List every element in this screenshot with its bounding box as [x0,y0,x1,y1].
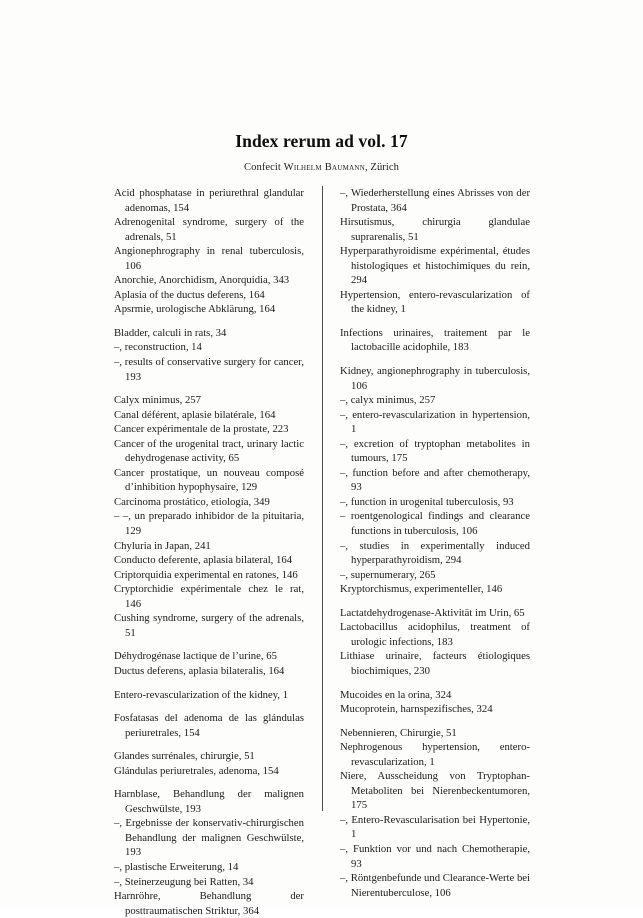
index-entry: Ductus deferens, aplasia bilateralis, 164 [114,664,285,677]
index-entry: –, function before and after chemotherapy, 93 [340,466,530,494]
index-entry: Acid phosphatase in periurethral glandular adenomas, 154 [114,187,304,214]
index-entry: Calyx minimus, 257 [114,394,201,407]
column-divider-rule [322,186,323,811]
index-entry: –, entero-revascularization in hypertension, 1 [340,408,530,436]
index-entry: Lithiase urinaire, facteurs étiologiques biochimiques, 230 [340,650,530,677]
index-group [114,749,304,778]
index-entry: –, function in urogenital tuberculosis, 93 [340,495,514,508]
index-entry: – roentgenological findings and clearance functions in tuberculosis, 106 [340,510,530,538]
index-entry: Hyperparathyroidisme expérimental, études histologiques et histochimiques du rein, 294 [340,245,530,287]
index-group [340,186,530,317]
index-entry: –, excretion of tryptophan metabolites in tumours, 175 [340,437,530,465]
index-entry: Harnblase, Behandlung der malignen Geschwülste, 193 [114,788,304,815]
byline-suffix: , Zürich [365,162,399,173]
index-entry: Nephrogenous hypertension, entero-revascularization, 1 [340,741,530,768]
byline-prefix: Confecit [244,162,281,173]
index-group [340,726,530,901]
index-group [340,364,530,597]
index-group [114,688,304,703]
index-entry: Lactatdehydrogenase-Aktivität im Urin, 65 [340,606,525,619]
index-entry: Mucoprotein, harnspezifisches, 324 [340,703,493,716]
byline-author: Wilhelm Baumann [283,162,366,173]
index-entry: Bladder, calculi in rats, 34 [114,326,227,339]
index-entry: Hirsutismus, chirurgia glandulae suprarenalis, 51 [340,216,530,243]
left-column [114,186,304,918]
index-entry: Anorchie, Anorchidism, Anorquidia, 343 [114,274,290,287]
index-entry: Conducto deferente, aplasia bilateral, 164 [114,554,293,567]
index-entry: Angionephrography in renal tuberculosis, 106 [114,245,304,272]
index-entry: Kryptorchismus, experimenteller, 146 [340,583,503,596]
index-entry: Harnröhre, Behandlung der posttraumatischen Striktur, 364 [114,890,304,917]
index-entry: Fosfatasas del adenoma de las glándulas periuretrales, 154 [114,712,304,739]
index-entry: –, supernumerary, 265 [340,568,436,581]
right-column [340,186,530,900]
index-entry: –, Entero-Revascularisation bei Hypertonie, 1 [340,813,530,841]
index-group [340,688,530,717]
index-entry: Canal déférent, aplasie bilatérale, 164 [114,408,276,421]
index-entry: Cryptorchidie expérimentale chez le rat, 146 [114,583,304,610]
index-entry: – –, un preparado inhibidor de la pituitaria, 129 [114,510,304,538]
index-entry: Mucoides en la orina, 324 [340,688,452,701]
index-entry: –, Ergebnisse der konservativ-chirurgischen Behandlung der malignen Geschwülste, 193 [114,817,304,859]
index-entry: Glandes surrénales, chirurgie, 51 [114,750,255,763]
column-gutter [304,186,340,811]
index-group [114,393,304,640]
index-entry: Cancer expérimentale de la prostate, 223 [114,423,289,436]
index-entry: –, Röntgenbefunde und Clearance-Werte bei Nierentuberculose, 106 [340,872,530,899]
index-group [114,711,304,740]
index-entry: Nebennieren, Chirurgie, 51 [340,726,457,739]
index-entry: Entero-revascularization of the kidney, 1 [114,688,289,701]
page-header [0,131,643,173]
index-group [114,649,304,678]
index-entry: –, studies in experimentally induced hyperparathyroidism, 294 [340,539,530,567]
index-entry: Niere, Ausscheidung von Tryptophan-Metaboliten bei Nierenbeckentumoren, 175 [340,770,530,812]
byline [0,152,643,173]
index-entry: Infections urinaires, traitement par le lactobacille acidophile, 183 [340,326,530,354]
index-group [114,326,304,384]
index-entry: –, results of conservative surgery for cancer, 193 [114,356,304,383]
index-group [340,326,530,355]
index-entry: Adrenogenital syndrome, surgery of the adrenals, 51 [114,216,304,243]
index-entry: Glándulas periuretrales, adenoma, 154 [114,764,279,777]
index-entry: Déhydrogénase lactique de l’urine, 65 [114,650,277,663]
index-entry: –, Steinerzeugung bei Ratten, 34 [114,875,254,888]
index-entry: Criptorquidia experimental en ratones, 146 [114,568,298,581]
index-group [114,787,304,918]
index-entry: Apsrmie, urologische Abklärung, 164 [114,303,276,316]
index-entry: Cancer prostatique, un nouveau composé d’inhibition hypophysaire, 129 [114,466,304,494]
index-entry: Kidney, angionephrography in tuberculosis, 106 [340,365,530,392]
index-entry: Cushing syndrome, surgery of the adrenals, 51 [114,612,304,639]
index-entry: Aplasia of the ductus deferens, 164 [114,288,265,301]
index-entry: Chyluria in Japan, 241 [114,539,211,552]
index-group [114,186,304,317]
index-entry: –, plastische Erweiterung, 14 [114,860,239,873]
page-title: Index rerum ad vol. 17 [235,131,408,151]
index-columns [114,186,530,917]
index-entry: –, Wiederherstellung eines Abrisses von der Prostata, 364 [340,187,530,214]
index-entry: Cancer of the urogenital tract, urinary lactic dehydrogenase activity, 65 [114,437,304,465]
index-group [340,606,530,679]
index-entry: –, reconstruction, 14 [114,341,202,354]
index-entry: –, Funktion vor und nach Chemotherapie, 93 [340,842,530,870]
index-entry: Hypertension, entero-revascularization of the kidney, 1 [340,288,530,316]
index-entry: –, calyx minimus, 257 [340,394,436,407]
index-entry: Carcinoma prostático, etiología, 349 [114,495,270,508]
index-entry: Lactobacillus acidophilus, treatment of urologic infections, 183 [340,621,530,648]
